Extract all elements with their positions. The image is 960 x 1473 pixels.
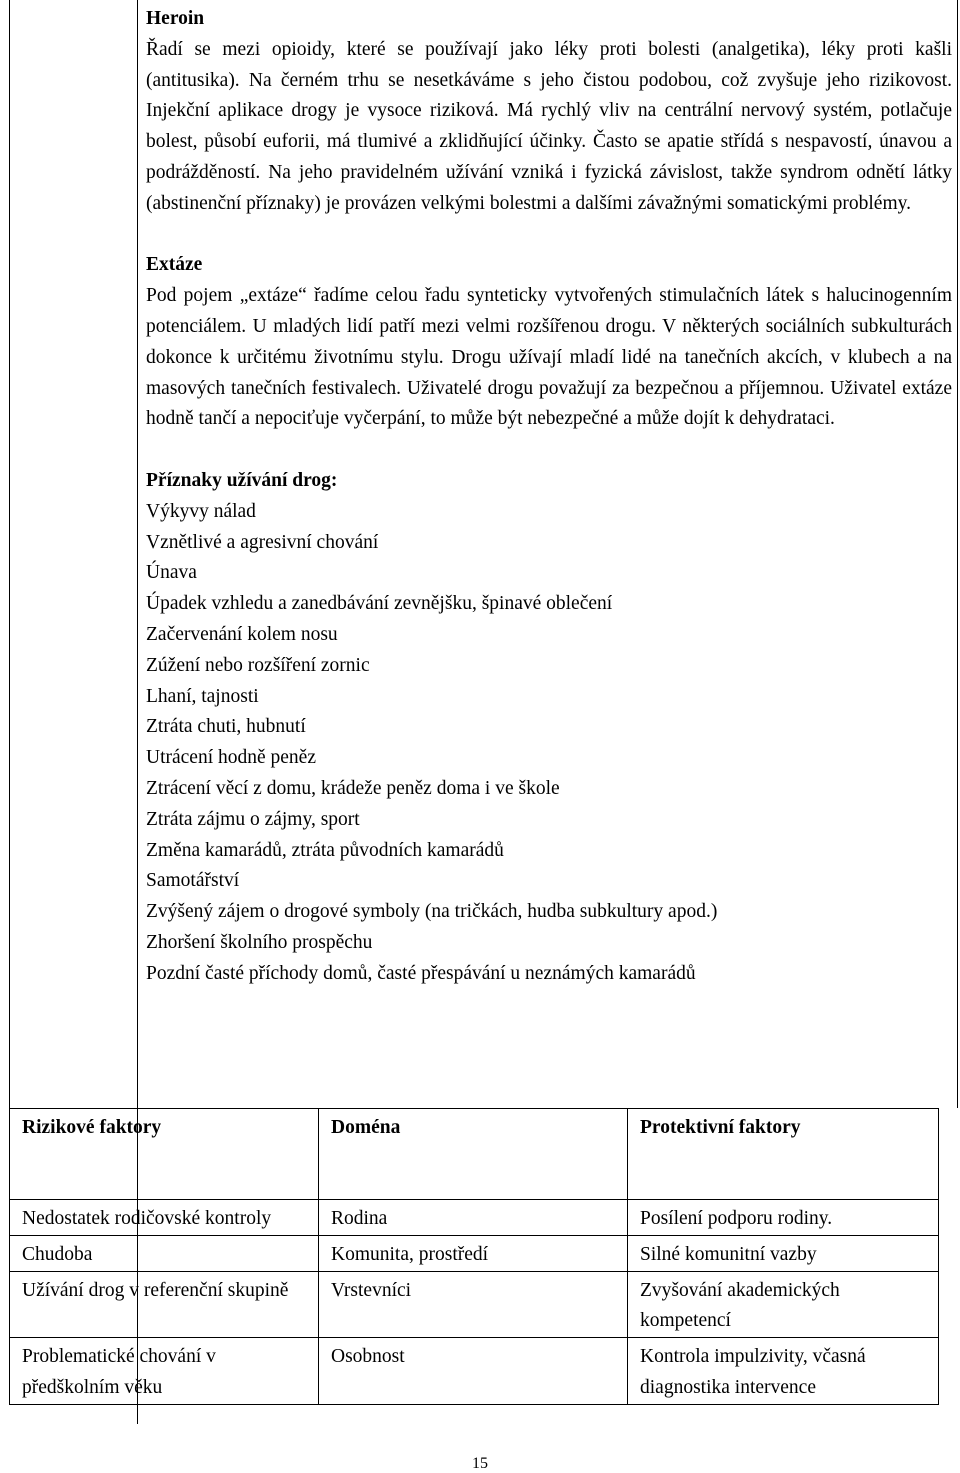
list-item: Začervenání kolem nosu (146, 623, 338, 645)
list-item: Zúžení nebo rozšíření zornic (146, 654, 370, 676)
table-cell: Zvyšování akademických kompetencí (628, 1271, 939, 1338)
table-row (10, 1338, 939, 1405)
list-item: Zvýšený zájem o drogové symboly (na tričkách, hudba subkultury apod.) (146, 901, 718, 923)
column-header-domain: Doména (319, 1109, 628, 1200)
list-item: Ztráta chuti, hubnutí (146, 716, 306, 738)
table-cell: Posílení podporu rodiny. (628, 1200, 939, 1236)
main-text (146, 4, 952, 990)
page-number: 15 (472, 1455, 488, 1472)
table-cell: Nedostatek rodičovské kontroly (10, 1200, 319, 1236)
extaze-heading: Extáze (146, 254, 203, 276)
list-item: Ztráta zájmu o zájmy, sport (146, 808, 360, 830)
heroin-paragraph: Řadí se mezi opioidy, které se používají jako léky proti bolesti (analgetika), léky proti kašli (antitusika). Na černém trhu se nesetkáváme s jeho čistou podobou, což zvyšuje jeho rizikovost. Injekční aplikace drogy je vysoce riziková. Má rychlý vliv na centrální nervový systém, potlačuje bolest, působí euforii, má tlumivé a zklidňující účinky. Často se apatie střídá s nespavostí, únavou a podrážděností. Na jeho pravidelném užívání vzniká i fyzická závislost, takže syndrom odnětí látky (abstinenční příznaky) je provázen velkými bolestmi a dalšími závažnými somatickými problémy. (146, 38, 952, 214)
list-item: Ztrácení věcí z domu, krádeže peněz doma i ve škole (146, 777, 560, 799)
table-cell: Osobnost (319, 1338, 628, 1405)
list-item: Utrácení hodně peněz (146, 747, 316, 769)
table-cell: Vrstevníci (319, 1271, 628, 1338)
table-cell: Kontrola impulzivity, včasná diagnostika intervence (628, 1338, 939, 1405)
heroin-heading: Heroin (146, 8, 205, 29)
table-cell: Rodina (319, 1200, 628, 1236)
table-row (10, 1200, 939, 1236)
list-item: Únava (146, 562, 197, 584)
list-item: Výkyvy nálad (146, 500, 256, 522)
symptoms-heading: Příznaky užívání drog: (146, 469, 338, 491)
list-item: Zhoršení školního prospěchu (146, 931, 373, 953)
list-item: Úpadek vzhledu a zanedbávání zevnějšku, špinavé oblečení (146, 593, 613, 615)
list-item: Vznětlivé a agresivní chování (146, 531, 379, 553)
list-item: Změna kamarádů, ztráta původních kamarádů (146, 839, 504, 861)
list-item: Lhaní, tajnosti (146, 685, 259, 707)
table-cell: Užívání drog v referenční skupině (10, 1271, 319, 1338)
column-header-risk: Rizikové faktory (10, 1109, 319, 1200)
list-item: Pozdní časté příchody domů, časté přespávání u neznámých kamarádů (146, 962, 696, 984)
factors-table (9, 1108, 939, 1405)
extaze-paragraph: Pod pojem „extáze“ řadíme celou řadu synteticky vytvořených stimulačních látek s halucinogenním potenciálem. U mladých lidí patří mezi velmi rozšířenou drogu. V některých sociálních subkulturách dokonce k určitému životnímu stylu. Drogu užívají mladí lidé na tanečních akcích, v klubech a na masových tanečních festivalech. Uživatelé drogu považují za bezpečnou a příjemnou. Uživatel extáze hodně tančí a nepociťuje vyčerpání, to může být nebezpečné a může dojít k dehydrataci. (146, 285, 952, 430)
table-row (10, 1271, 939, 1338)
table-cell: Problematické chování v předškolním věku (10, 1338, 319, 1405)
list-item: Samotářství (146, 870, 240, 892)
table-cell: Silné komunitní vazby (628, 1235, 939, 1271)
table-cell: Chudoba (10, 1235, 319, 1271)
column-header-protective: Protektivní faktory (628, 1109, 939, 1200)
table-row (10, 1235, 939, 1271)
table-cell: Komunita, prostředí (319, 1235, 628, 1271)
symptoms-list (146, 497, 952, 990)
table-header-row (10, 1109, 939, 1200)
